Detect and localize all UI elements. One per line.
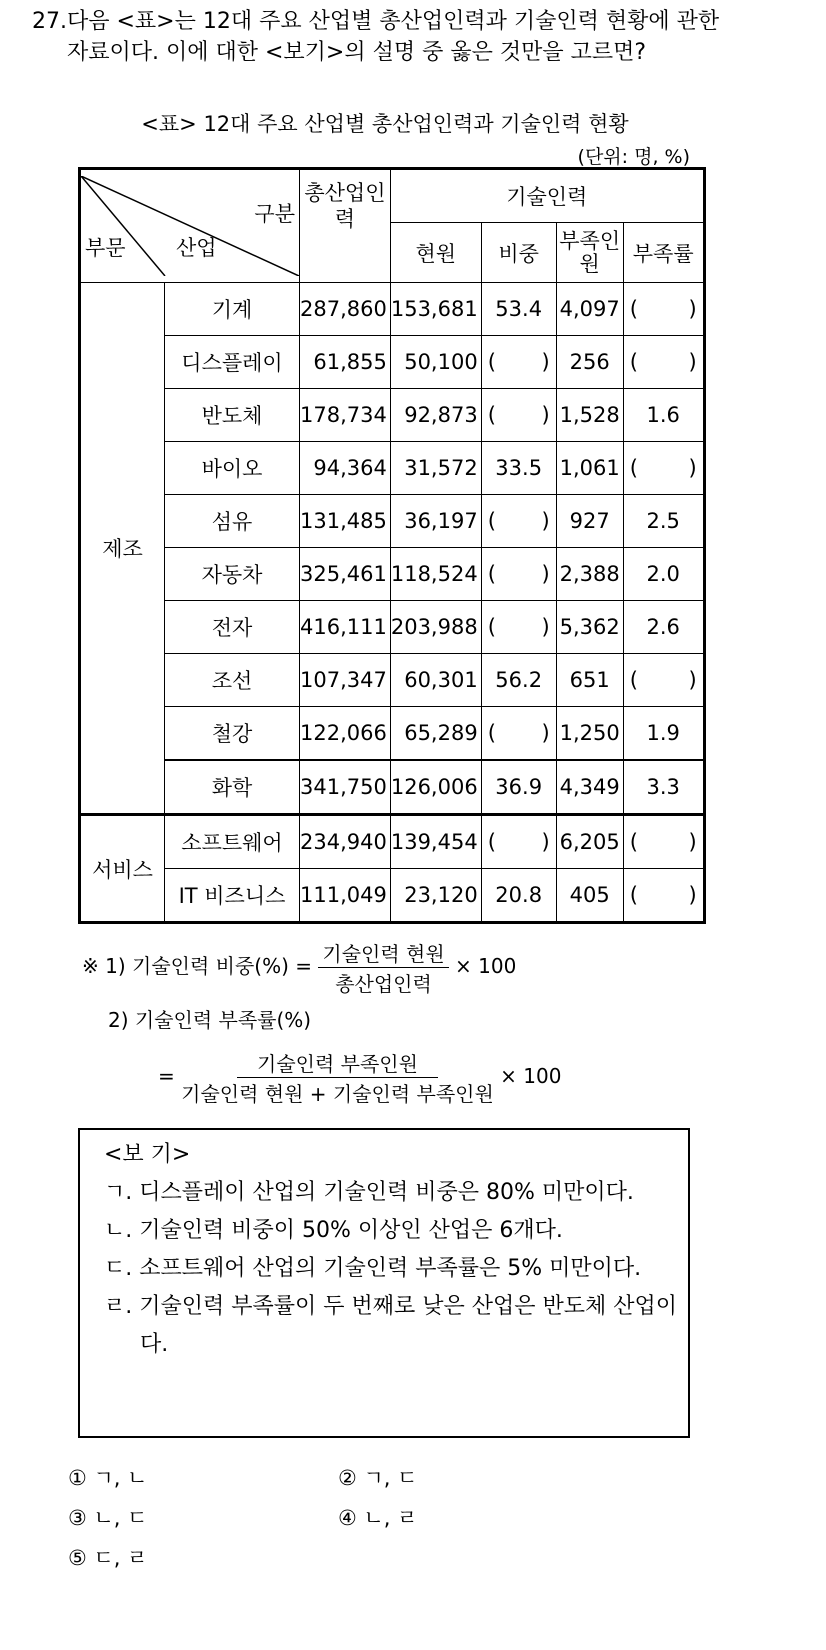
shortage-rate-cell: ( )	[623, 283, 704, 336]
current-cell: 92,873	[390, 389, 481, 442]
total-cell: 341,750	[300, 760, 391, 815]
total-cell: 94,364	[300, 442, 391, 495]
header-total: 총산업인력	[300, 169, 391, 283]
table-row	[80, 336, 705, 389]
current-cell: 65,289	[390, 707, 481, 761]
shortage-cell: 4,349	[556, 760, 623, 815]
table-unit: (단위: 명, %)	[577, 146, 690, 168]
note-1-numerator: 기술인력 현원	[318, 938, 448, 968]
ratio-cell: 36.9	[481, 760, 556, 815]
header-current: 현원	[390, 223, 481, 283]
table-row	[80, 442, 705, 495]
ratio-cell: 20.8	[481, 869, 556, 923]
current-cell: 60,301	[390, 654, 481, 707]
table-row	[80, 760, 705, 815]
question	[32, 6, 732, 68]
note-2-eq: =	[158, 1064, 175, 1088]
shortage-cell: 927	[556, 495, 623, 548]
shortage-rate-cell: ( )	[623, 869, 704, 923]
bogi-item: ㄹ. 기술인력 부족률이 두 번째로 낮은 산업은 반도체 산업이다.	[104, 1294, 677, 1357]
shortage-rate-cell: 1.9	[623, 707, 704, 761]
shortage-rate-cell: ( )	[623, 336, 704, 389]
industry-cell: IT 비즈니스	[165, 869, 300, 923]
shortage-rate-cell: 3.3	[623, 760, 704, 815]
note-1-denominator: 총산업인력	[335, 972, 432, 996]
note-1-times: × 100	[455, 954, 517, 978]
header-tech: 기술인력	[390, 169, 704, 223]
current-cell: 31,572	[390, 442, 481, 495]
table-row	[80, 495, 705, 548]
diagonal-header-cell	[80, 169, 300, 283]
question-number: 27.	[32, 9, 67, 34]
header-category: 구분	[254, 202, 295, 226]
ratio-cell: 33.5	[481, 442, 556, 495]
data-table	[78, 167, 706, 924]
industry-cell: 기계	[165, 283, 300, 336]
shortage-cell: 4,097	[556, 283, 623, 336]
bogi-box	[78, 1128, 690, 1438]
table-row	[80, 707, 705, 761]
header-shortage: 부족인원	[556, 223, 623, 283]
header-industry: 산업	[176, 236, 217, 260]
ratio-cell: 53.4	[481, 283, 556, 336]
ratio-cell: ( )	[481, 815, 556, 869]
option-2[interactable]: ② ㄱ, ㄷ	[338, 1466, 418, 1490]
shortage-cell: 6,205	[556, 815, 623, 869]
industry-cell: 자동차	[165, 548, 300, 601]
note-1	[82, 938, 516, 997]
industry-cell: 섬유	[165, 495, 300, 548]
header-ratio: 비중	[481, 223, 556, 283]
ratio-cell: ( )	[481, 495, 556, 548]
option-1[interactable]: ① ㄱ, ㄴ	[68, 1466, 148, 1490]
header-shortage-rate: 부족률	[623, 223, 704, 283]
total-cell: 325,461	[300, 548, 391, 601]
ratio-cell: ( )	[481, 336, 556, 389]
current-cell: 36,197	[390, 495, 481, 548]
shortage-cell: 5,362	[556, 601, 623, 654]
shortage-rate-cell: 2.0	[623, 548, 704, 601]
shortage-rate-cell: ( )	[623, 654, 704, 707]
table-row	[80, 654, 705, 707]
current-cell: 118,524	[390, 548, 481, 601]
industry-cell: 화학	[165, 760, 300, 815]
industry-cell: 디스플레이	[165, 336, 300, 389]
option-3[interactable]: ③ ㄴ, ㄷ	[68, 1506, 148, 1530]
table-row	[80, 815, 705, 869]
table-row	[80, 283, 705, 336]
current-cell: 23,120	[390, 869, 481, 923]
shortage-cell: 1,528	[556, 389, 623, 442]
shortage-rate-cell: ( )	[623, 815, 704, 869]
bogi-item: ㄱ. 디스플레이 산업의 기술인력 비중은 80% 미만이다.	[104, 1180, 634, 1205]
note-2	[158, 1048, 561, 1107]
table-row	[80, 601, 705, 654]
note-1-label: ※ 1) 기술인력 비중(%) =	[82, 954, 313, 978]
shortage-cell: 651	[556, 654, 623, 707]
shortage-rate-cell: 2.6	[623, 601, 704, 654]
option-4[interactable]: ④ ㄴ, ㄹ	[338, 1506, 418, 1530]
shortage-cell: 2,388	[556, 548, 623, 601]
industry-cell: 반도체	[165, 389, 300, 442]
total-cell: 178,734	[300, 389, 391, 442]
industry-cell: 조선	[165, 654, 300, 707]
ratio-cell: ( )	[481, 601, 556, 654]
table-title: <표> 12대 주요 산업별 총산업인력과 기술인력 현황	[141, 112, 629, 136]
table-row	[80, 869, 705, 923]
total-cell: 287,860	[300, 283, 391, 336]
current-cell: 153,681	[390, 283, 481, 336]
sector-cell: 서비스	[80, 815, 165, 923]
current-cell: 139,454	[390, 815, 481, 869]
bogi-title: <보 기>	[104, 1142, 191, 1167]
industry-cell: 전자	[165, 601, 300, 654]
option-5[interactable]: ⑤ ㄷ, ㄹ	[68, 1546, 148, 1570]
industry-cell: 소프트웨어	[165, 815, 300, 869]
current-cell: 50,100	[390, 336, 481, 389]
total-cell: 234,940	[300, 815, 391, 869]
total-cell: 107,347	[300, 654, 391, 707]
total-cell: 416,111	[300, 601, 391, 654]
bogi-item: ㄷ. 소프트웨어 산업의 기술인력 부족률은 5% 미만이다.	[104, 1256, 642, 1281]
shortage-cell: 1,250	[556, 707, 623, 761]
note-2-numerator: 기술인력 부족인원	[237, 1048, 438, 1078]
note-2-denominator: 기술인력 현원 + 기술인력 부족인원	[181, 1082, 494, 1106]
current-cell: 203,988	[390, 601, 481, 654]
shortage-rate-cell: ( )	[623, 442, 704, 495]
current-cell: 126,006	[390, 760, 481, 815]
industry-cell: 바이오	[165, 442, 300, 495]
shortage-cell: 405	[556, 869, 623, 923]
total-cell: 131,485	[300, 495, 391, 548]
total-cell: 111,049	[300, 869, 391, 923]
ratio-cell: ( )	[481, 389, 556, 442]
note-2-label: 2) 기술인력 부족률(%)	[108, 1008, 312, 1032]
note-2-times: × 100	[500, 1064, 562, 1088]
total-cell: 122,066	[300, 707, 391, 761]
ratio-cell: 56.2	[481, 654, 556, 707]
shortage-rate-cell: 1.6	[623, 389, 704, 442]
ratio-cell: ( )	[481, 707, 556, 761]
shortage-cell: 1,061	[556, 442, 623, 495]
total-cell: 61,855	[300, 336, 391, 389]
bogi-item: ㄴ. 기술인력 비중이 50% 이상인 산업은 6개다.	[104, 1218, 563, 1243]
sector-cell: 제조	[80, 283, 165, 815]
shortage-cell: 256	[556, 336, 623, 389]
industry-cell: 철강	[165, 707, 300, 761]
shortage-rate-cell: 2.5	[623, 495, 704, 548]
header-sector: 부문	[85, 236, 126, 260]
question-text: 다음 <표>는 12대 주요 산업별 총산업인력과 기술인력 현황에 관한 자료이다. 이에 대한 <보기>의 설명 중 옳은 것만을 고르면?	[67, 9, 720, 65]
table-row	[80, 548, 705, 601]
table-row	[80, 389, 705, 442]
ratio-cell: ( )	[481, 548, 556, 601]
